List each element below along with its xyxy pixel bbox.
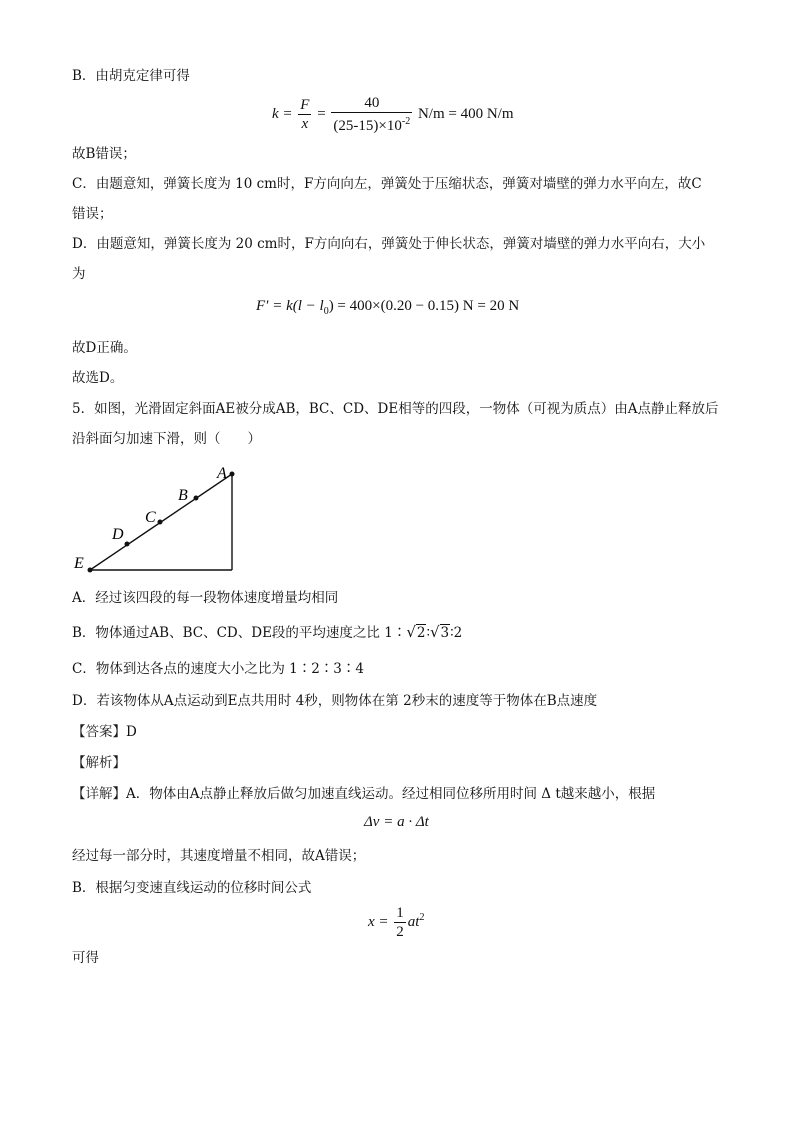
eq1-frac2-den-base: (25-15)×10 <box>333 118 402 134</box>
sqrt-2: √2 <box>406 623 426 641</box>
label-d: D <box>112 526 124 543</box>
detail-b-line: B．根据匀变速直线运动的位移时间公式 <box>72 880 312 896</box>
eq2-sub: 0 <box>323 306 329 317</box>
option-a: A．经过该四段的每一段物体速度增量均相同 <box>72 590 339 606</box>
point-a <box>230 472 235 477</box>
option-b-suffix: ∶2 <box>450 625 463 641</box>
point-e <box>88 568 93 573</box>
velocity-change-equation <box>364 814 429 831</box>
analysis-line <box>72 753 126 773</box>
answer-line <box>72 722 137 742</box>
eq1-frac2-den-exp: -2 <box>401 116 411 127</box>
label-c: C <box>145 509 156 526</box>
displacement-equation <box>368 904 424 941</box>
text-line-8: 故选D。 <box>72 370 124 386</box>
detail-a-text: A．物体由A点静止释放后做匀加速直线运动。经过相同位移所用时间 Δ t越来越小，根据 <box>126 786 656 802</box>
eq4-lhs: x = <box>368 913 389 930</box>
eq3-text: Δv = a · Δt <box>364 814 429 830</box>
eq1-lhs: k = <box>272 105 293 122</box>
detail-a-conclusion: 经过每一部分时，其速度增量不相同，故A错误； <box>72 848 366 864</box>
eq1-equals: = <box>317 105 326 122</box>
eq1-fraction-1 <box>298 96 311 133</box>
option-b-prefix: B．物体通过AB、BC、CD、DE段的平均速度之比 1∶ <box>72 625 407 641</box>
eq1-frac1-den: x <box>301 116 309 132</box>
sqrt-3-value: 3 <box>440 625 450 641</box>
text-line-3: C．由题意知，弹簧长度为 10 cm时，F方向向左，弹簧处于压缩状态，弹簧对墙壁的弹力水平向左，故C <box>72 176 702 192</box>
question-5-line-2: 沿斜面匀加速下滑，则（ ） <box>72 431 261 447</box>
text-line-7: 故D正确。 <box>72 340 137 356</box>
text-line-6: 为 <box>72 266 86 282</box>
label-a: A <box>217 465 227 482</box>
option-d: D．若该物体从A点运动到E点共用时 4秒，则物体在第 2秒末的速度等于物体在B点速度 <box>72 693 598 709</box>
sqrt-3: √3 <box>429 623 450 641</box>
analysis-tag: 【解析】 <box>72 755 126 771</box>
text-line-1: B．由胡克定律可得 <box>72 68 190 84</box>
sqrt-2-value: 2 <box>416 625 426 641</box>
answer-value: D <box>126 724 137 740</box>
label-e: E <box>74 555 84 572</box>
detail-tag: 【详解】 <box>72 786 126 802</box>
answer-tag: 【答案】 <box>72 724 126 740</box>
hooke-equation <box>272 94 514 135</box>
point-d <box>125 542 130 547</box>
label-b: B <box>178 487 188 504</box>
force-equation <box>256 298 519 317</box>
text-line-2: 故B错误； <box>72 146 136 162</box>
eq4-exp: 2 <box>419 911 425 923</box>
eq1-fraction-2 <box>331 94 412 135</box>
eq1-rhs: N/m = 400 N/m <box>417 105 514 122</box>
detail-a-line <box>72 784 655 804</box>
text-line-5: D．由题意知，弹簧长度为 20 cm时，F方向向右，弹簧处于伸长状态，弹簧对墙壁的弹力水平向右，大小 <box>72 236 706 252</box>
eq1-frac1-num: F <box>300 97 310 113</box>
eq2-main: F′ = k(l − l <box>256 298 324 314</box>
kede-line: 可得 <box>72 950 99 966</box>
option-b <box>72 622 462 643</box>
eq4-num: 1 <box>396 905 404 921</box>
text-line-4: 错误； <box>72 206 113 222</box>
eq1-frac2-num: 40 <box>331 94 412 113</box>
point-c <box>158 520 163 525</box>
option-b-mid: ∶ <box>426 625 430 641</box>
incline-figure <box>68 458 248 578</box>
point-b <box>194 496 199 501</box>
eq4-fraction <box>394 904 406 941</box>
eq2-rest: ) = 400×(0.20 − 0.15) N = 20 N <box>328 298 520 314</box>
eq1-frac2-den <box>331 113 412 135</box>
eq4-rhs: at <box>407 913 420 930</box>
option-c: C．物体到达各点的速度大小之比为 1∶2∶3∶4 <box>72 661 364 677</box>
eq4-den: 2 <box>396 924 404 940</box>
question-5-line-1: 5．如图，光滑固定斜面AE被分成AB，BC、CD、DE相等的四段，一物体（可视为质点）由A点静止释放后 <box>72 401 719 417</box>
